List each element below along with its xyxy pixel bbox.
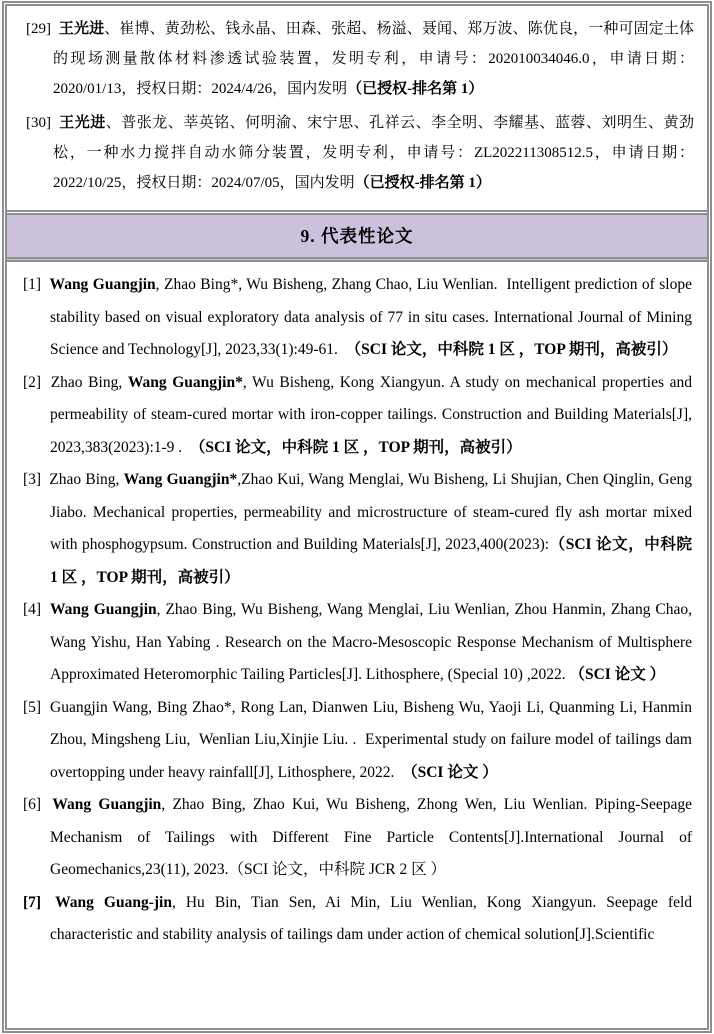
text-segment: , Hu Bin, Tian Sen, Ai Min, Liu Wenlian, Kong Xiangyun. Seepage feld characteristic and stability analysis of tailings dam under action of chemical solution[J].Scientific [50,893,693,943]
text-segment: Wang Guangjin* [123,471,238,488]
patents-section [7,6,707,215]
item-label: [6] [23,796,42,813]
paper-item [23,789,692,887]
item-label: [2] [23,373,42,391]
text-segment: （SCI 论文，中科院 1 区 ，TOP 期刊，高被引） [345,341,678,358]
text-segment: （SCI 论文 ） [569,666,666,683]
paper-item [23,464,692,594]
text-segment: Wang Guangjin* [127,373,243,391]
section-header-band [7,215,707,262]
text-segment: 、崔博、黄劲松、钱永晶、田森、张超、杨溢、聂闻、郑万波、陈优良，一种可固定土体的现场测量散体材料渗透试验装置，发明专利，申请号：202010034046.0，申请日期：2020/01/13，授权日期：2024/4/26，国内发明 [53,21,694,97]
paper-item [23,269,692,367]
text-segment: （SCI 论文，中科院 1 区 ，TOP 期刊，高被引） [189,438,522,456]
item-label: [29] [26,21,51,37]
text-segment: ,Zhao Kui, Wang Menglai, Wu Bisheng, Li Shujian, Chen Qinglin, Geng Jiabo. Mechanical properties, permeability and microstructure of steam-cured fly ash mortar mixed with phosphogypsum. Construction and Building Materials[J], 2023,400(2023): [50,471,692,553]
text-segment: Wang Guang-jin [55,893,172,911]
text-segment: , Zhao Bing, Wu Bisheng, Wang Menglai, Liu Wenlian, Zhou Hanmin, Zhang Chao, Wang Yishu, Han Yabing . Research on the Macro-Mesoscopic Response Mechanism of Multisphere Approximated Heteromorphic Tailing Particles[J]. Lithosphere, (Special 10) ,2022. [50,601,693,683]
text-segment: Wang Guangjin [49,276,156,293]
text-segment: 、普张龙、莘英铭、何明渝、宋宁思、孔祥云、李全明、李耀基、蓝蓉、刘明生、黄劲松，一种水力搅拌自动水筛分装置，发明专利，申请号：ZL202211308512.5，申请日期：2022/10/25，授权日期：2024/07/05，国内发明 [53,115,694,191]
section-title: 9. 代表性论文 [300,226,414,246]
text-segment: 王光进 [59,115,106,131]
text-segment: Wang Guangjin [52,796,162,813]
text-segment: （已授权-排名第 1） [354,175,491,191]
item-label: [30] [26,115,51,131]
papers-section [7,262,707,1028]
cv-table [2,1,712,1033]
item-label: [4] [23,601,42,618]
text-segment: , Zhao Bing*, Wu Bisheng, Zhang Chao, Liu Wenlian. Intelligent prediction of slope stability based on visual exploratory data analysis of 77 in situ cases. International Journal of Mining Science and Technology[J], 2023,33(1):49-61. [50,276,692,358]
text-segment: （SCI 论文，中科院 1 区 ，TOP 期刊，高被引） [50,536,692,586]
text-segment: , Wu Bisheng, Kong Xiangyun. A study on mechanical properties and permeability of steam-cured mortar with iron-copper tailings. Construction and Building Materials[J], 2023,383(2023):1-9 . [50,373,693,456]
paper-item [23,692,692,790]
text-segment: Wang Guangjin [50,601,157,618]
item-label: [1] [23,276,42,293]
item-label: [7] [23,893,42,911]
item-label: [5] [23,698,42,716]
patent-item [26,108,694,198]
item-label: [3] [23,471,42,488]
text-segment: （已授权-排名第 1） [347,81,484,97]
paper-item [23,887,692,952]
text-segment: Zhao Bing, [50,373,128,391]
patent-item [26,14,694,104]
text-segment: 王光进 [58,21,105,37]
text-segment: （SCI 论文 ） [402,763,498,781]
text-segment: Guangjin Wang, Bing Zhao*, Rong Lan, Dianwen Liu, Bisheng Wu, Yaoji Li, Quanming Li, Hanmin Zhou, Mingsheng Liu, Wenlian Liu,Xinjie Liu. . Experimental study on failure model of tailings dam overtopping under heavy rainfall[J], Lithosphere, 2022. [50,698,692,781]
paper-item [23,367,692,465]
paper-item [23,594,692,692]
text-segment: Zhao Bing, [49,471,124,488]
text-segment: , Zhao Bing, Zhao Kui, Wu Bisheng, Zhong Wen, Liu Wenlian. Piping-Seepage Mechanism of Tailings with Different Fine Particle Contents[J].International Journal of Geomechanics,23(11), 2023.（SCI 论文，中科院 JCR 2 区 ） [50,796,692,878]
